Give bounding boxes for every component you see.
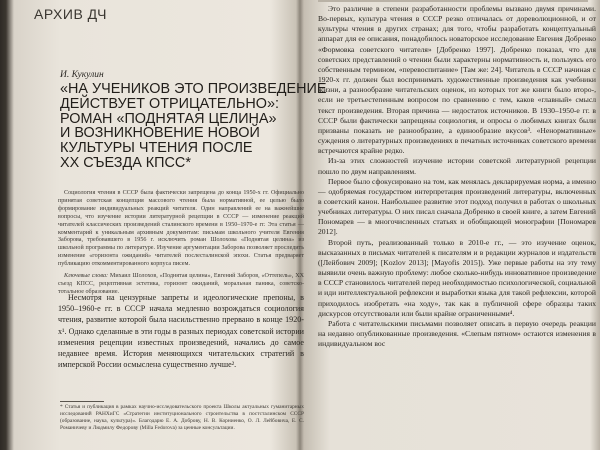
title-line: И ВОЗНИКНОВЕНИЕ НОВОЙ [60, 125, 260, 142]
title-line: XX СЪЕЗДА КПСС* [60, 154, 191, 171]
left-body [58, 292, 304, 370]
keywords-label: Ключевые слова: [64, 273, 109, 280]
article-title [60, 81, 327, 171]
article-abstract [58, 190, 304, 297]
body-paragraph: Из-за этих сложностей изучение истории советской литературной рецепции пошло по двум направлениям. [318, 156, 596, 176]
body-paragraph: Это различие в степени разработанности проблемы вызвано двумя причинами. Во-первых, культура чтения в СССР резко отличалась от дореволюционной, и от культуры чтения в других странах; для того, чтобы разработать концептуальный аппарат для ее описания, понадобилось новаторское исследование Евгения Добренко «Формовка советского читателя» [Добренко 1997]. Добренко показал, что для советских представлений о чтении были характерны нормативность и, пользуясь его собственным термином, «перевоспитание» [Там же: 24]. Читатель в СССР начиная с 1920-х гг. должен был воспринимать художественные произведения как учебники жизни, а разнообразие читательских оценок, из которых тот же книги было второ-, если не третьестепенным вопросом по сравнению с тем, каков «главный» смысл текст произведения. Вторая причина — недостаток источников. В 1930–1950-е гг. в СССР были фактически запрещены социология, и опросы о любимых книгах были призваны показать не разнообразие, а единообразие вкусов³. «Ненормативные» суждения о литературных произведениях в печатных источниках советского времени встречаются крайне редко. [318, 4, 596, 156]
body-paragraph: Несмотря на цензурные запреты и идеологические препоны, в 1950–1960-е гг. в СССР начала медленно возрождаться социология чтения, развитие которой была насильственно прервано в конце 1920-х¹. Однако сделанные в эти годы в разных периодах советской истории изменения рецепции известных произведений, начались до самое недавнее время. История меняющихся читательских стратегий в имперской России осмыслена существенно лучше². [58, 293, 304, 370]
right-body [318, 4, 596, 349]
footnote [60, 404, 304, 432]
article-author: И. Кукулин [60, 70, 104, 80]
right-page [304, 0, 598, 450]
title-line: РОМАН «ПОДНЯТАЯ ЦЕЛИНА» [60, 110, 277, 127]
left-page [14, 0, 327, 450]
title-line: ДЕЙСТВУЕТ ОТРИЦАТЕЛЬНО»: [60, 95, 279, 112]
title-line: «НА УЧЕНИКОВ ЭТО ПРОИЗВЕДЕНИЕ [60, 81, 327, 97]
cut-off-line [318, 0, 588, 2]
footnote-text: * Статья и публикация в рамках научно-исследовательского проекта Школы актуальных гуманитарных исследований РАНХиГС «Стратегии институционального строительства в постсталинском СССР (образование, наука, культура)». Благодарю Е. А. Доброву, Н. В. Корниенко, О. Л. Лейбовича, Е. С. Романичеву и Людмилу Федорову (Milla Fedorova) за ценные консультации. [60, 404, 304, 431]
section-header: АРХИВ ДЧ [34, 6, 108, 22]
body-paragraph: Второй путь, реализованный только в 2010-е гг., — это изучение оценок, высказанных в письмах читателей к писателям и в редакции журналов и издательств ([Лейбович 2009]; [Kozlov 2013]; [Mayofis 2015]). Уже первые работы на эту тему выявили очень важную проблему: любое сколько-нибудь инновативное произведение в СССР становилось читателей перед необходимостью психологической, социальной и иди интеллектуальной рефлексии и выработки языка для такой рефлексии, которой приходилось изобретать «на ходу», так как в публичной сфере образцы таких дискурсов отсутствовали или были крайне ограниченными⁴. [318, 237, 596, 318]
title-line: КУЛЬТУРЫ ЧТЕНИЯ ПОСЛЕ [60, 140, 253, 157]
body-paragraph: Работа с читательскими письмами позволяет описать в первую очередь реакции на недавно опубликованные произведения. «Слепым пятном» остаются изменения в индивидуальном вос [318, 318, 596, 349]
keywords-text: Михаил Шолохов, «Поднятая целина», Евгений Заборов, «Оттепель», XX съезд КПСС, рецептивная эстетика, горизонт ожиданий, моральная паника, советско-тотальное образование. [58, 273, 305, 295]
abstract-text: Социология чтения в СССР была фактически запрещена до конца 1950-х гг. Официально принятая советская концепция массового чтения была нормативной, ее целью было формирование индивидуальных реакций читателя. Один направлений ее на важнейшие вопросы, что изучение истории литературной рецепции в СССР — изменение реакций читателей классических произведений сталинского времени в 1950–1970-е гг. Эта статья — комментарий к уникальным архивным документам: письмам школьного учителя Евгения Заборова, требовавшего в 1956 г. исключить роман Шолохова «Поднятая целина» из школьной программы по литературе. Изучение аргументации Заборова позволяет проследить изменение «горизонта ожиданий» читателей послесталинской эпохи. Статья предваряет публикацию откомментированного корпуса писем. [58, 190, 304, 268]
footnote-rule [60, 401, 104, 402]
body-paragraph: Первое было сфокусировано на том, как менялась декларируемая норма, а именно — одобряемая государством интерпретация произведений литературы, включенных в советский канон. Наибольшее развитие этот подход получил в работах о школьных учебниках литературы. О них писал сначала Добренко в своей книге, а затем Евгений Пономарев — в многочисленных статьях и обобщающей монографии [Пономарев 2012]. [318, 176, 596, 237]
